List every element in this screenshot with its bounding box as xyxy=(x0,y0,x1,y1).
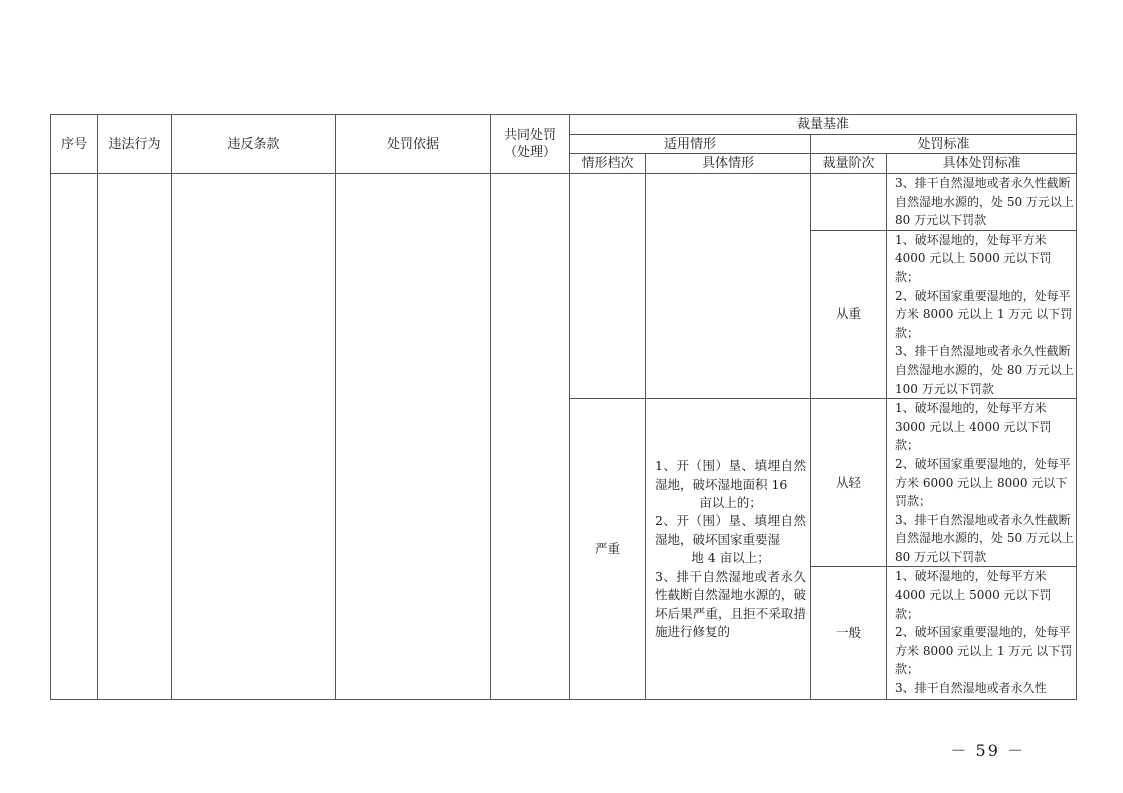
header-violated-clause: 违反条款 xyxy=(172,115,336,174)
stage-heavier: 从重 xyxy=(811,230,887,398)
header-penalty-basis: 处罚依据 xyxy=(336,115,491,174)
stage-lighter: 从轻 xyxy=(811,399,887,567)
std-item-3: 3、排干自然湿地或者永久性截断自然湿地水源的，处 80 万元以上 100 万元以下罚款 xyxy=(895,344,1074,396)
std-item-1: 1、破坏湿地的，处每平方米 4000 元以上 5000 元以下罚款； xyxy=(895,569,1052,621)
stage-general: 一般 xyxy=(811,567,887,700)
header-discretion-standard: 裁量基准 xyxy=(570,115,1077,135)
header-discretion-stage: 裁量阶次 xyxy=(811,154,887,174)
page-number: － 59 － xyxy=(950,741,1025,760)
cond-item-1b: 亩以上的； xyxy=(699,495,762,511)
joint-penalty-cell xyxy=(491,174,570,700)
std-item-3: 3、排干自然湿地或者永久性 xyxy=(895,681,1047,696)
header-joint-penalty xyxy=(491,115,570,174)
stage-cell-continued xyxy=(811,174,887,231)
cond-item-3: 3、排干自然湿地或者永久性截断自然湿地水源的，破坏后果严重，且拒不采取措施进行修复的 xyxy=(655,568,806,639)
header-applicable-situation: 适用情形 xyxy=(570,135,811,154)
header-illegal-act: 违法行为 xyxy=(98,115,172,174)
level-serious: 严重 xyxy=(570,399,646,700)
penalty-standard-row-4 xyxy=(887,567,1077,700)
violated-clause-cell xyxy=(172,174,336,700)
situation-cell-upper xyxy=(646,174,811,399)
penalty-standard-row-2 xyxy=(887,230,1077,398)
header-specific-situation: 具体情形 xyxy=(646,154,811,174)
cond-item-1: 1、开（围）垦、填埋自然湿地，破坏湿地面积 16 xyxy=(655,458,806,492)
header-specific-penalty: 具体处罚标准 xyxy=(887,154,1077,174)
cond-item-2: 2、开（围）垦、填埋自然湿地，破坏国家重要湿 xyxy=(655,513,806,547)
std-item-2: 2、破坏国家重要湿地的，处每平方米 8000 元以上 1 万元 以下罚款； xyxy=(895,288,1073,340)
std-item-2: 2、破坏国家重要湿地的，处每平方米 8000 元以上 1 万元 以下罚款； xyxy=(895,625,1073,677)
illegal-act-cell xyxy=(98,174,172,700)
level-cell-upper xyxy=(570,174,646,399)
penalty-basis-cell xyxy=(336,174,491,700)
discretion-table xyxy=(50,114,1077,700)
joint-penalty-label: 共同处罚 xyxy=(503,128,556,143)
std-item-3: 3、排干自然湿地或者永久性截断自然湿地水源的，处 50 万元以上 80 万元以下罚款 xyxy=(895,512,1074,564)
penalty-standard-row-3 xyxy=(887,399,1077,567)
cond-item-2b: 地 4 亩以上； xyxy=(691,550,770,566)
situation-serious xyxy=(646,399,811,700)
std-item-1: 1、破坏湿地的，处每平方米 4000 元以上 5000 元以下罚款； xyxy=(895,232,1052,284)
std-item-2: 2、破坏国家重要湿地的，处每平方米 6000 元以上 8000 元以下罚款； xyxy=(895,456,1071,509)
header-seq: 序号 xyxy=(51,115,98,174)
std-item-1: 1、破坏湿地的，处每平方米 3000 元以上 4000 元以下罚款； xyxy=(895,401,1052,453)
seq-cell xyxy=(51,174,98,700)
header-penalty-standard: 处罚标准 xyxy=(811,135,1077,154)
penalty-standard-row-1: 3、排干自然湿地或者永久性截断自然湿地水源的，处 50 万元以上 80 万元以下罚款 xyxy=(887,174,1077,231)
joint-penalty-sub: （处理） xyxy=(503,145,556,160)
header-situation-level: 情形档次 xyxy=(570,154,646,174)
